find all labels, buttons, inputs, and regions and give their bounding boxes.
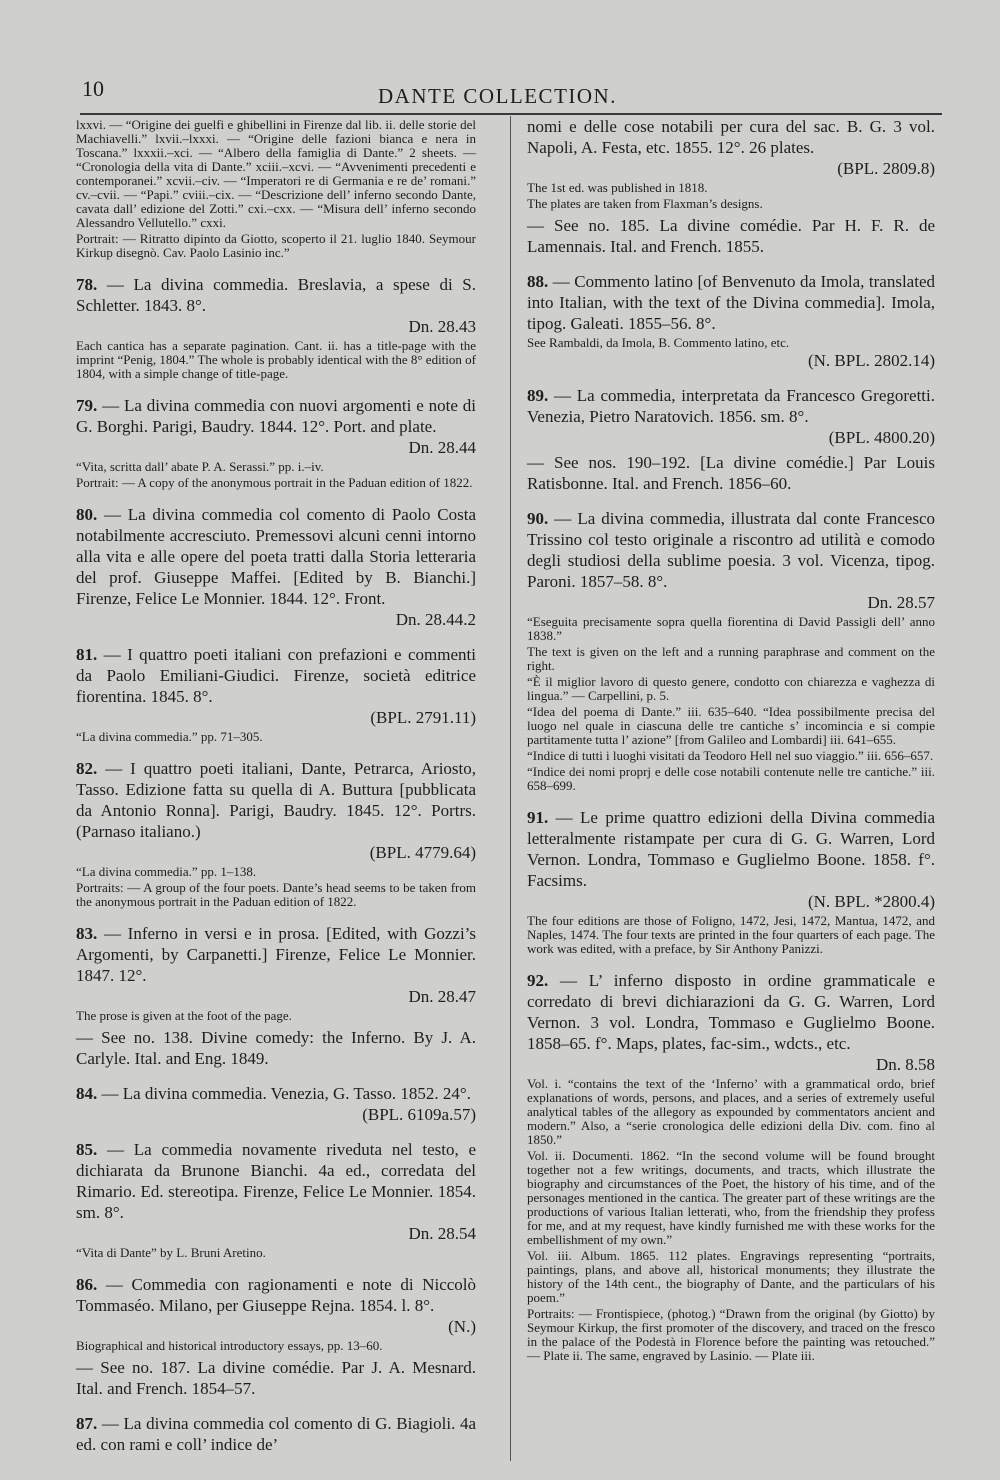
entry-number: 82. — [76, 759, 98, 778]
shelfmark: Dn. 28.43 — [408, 317, 476, 336]
shelfmark: Dn. 28.54 — [408, 1224, 476, 1243]
entry-number: 78. — [76, 275, 98, 294]
entry-note: Portrait: — A copy of the anonymous portrait in the Paduan edition of 1822. — [76, 475, 473, 490]
shelfmark: (N. BPL. 2802.14) — [807, 351, 935, 370]
shelfmark: (BPL. 6109a.57) — [362, 1105, 476, 1124]
entry-note: Vol. ii. Documenti. 1862. “In the second volume will be found brought together not a few writings, documents, and tracts, which illustrate the biography and circumstances of the Poet, the history of his time, and of the personages mentioned in the cantica. The greater part of these writings are the productions of various Italian letterati, who, from the friendship they profess for me, and at my request, have kindly furnished me with these works for the embellishment of my own.” — [527, 1148, 935, 1247]
shelfmark: (BPL. 4800.20) — [828, 428, 935, 447]
catalog-entry-89 — [527, 385, 935, 494]
entry-number: 81. — [76, 645, 98, 664]
entry-note: “Indice di tutti i luoghi visitati da Teodoro Hell nel suo viaggio.” iii. 656–657. — [527, 748, 934, 763]
entry-title: nomi e delle cose notabili per cura del sac. B. G. 3 vol. Napoli, A. Festa, etc. 1855. 12°. 26 plates. — [527, 117, 935, 157]
catalog-entry-85 — [76, 1139, 476, 1260]
entry-title: — La commedia novamente riveduta nel testo, e dichiarata da Brunone Bianchi. 4a ed., corredata del Rimario. Ed. stereotipa. Firenze, Felice Le Monnier. 1854. sm. 8°. — [76, 1140, 477, 1222]
entry-note: Portrait: — Ritratto dipinto da Giotto, scoperto il 21. luglio 1840. Seymour Kirkup disegnò. Cav. Paolo Lasinio inc.” — [76, 231, 476, 260]
entry-number: 89. — [527, 386, 549, 405]
catalog-entry-82 — [76, 758, 476, 909]
entry-number: 85. — [76, 1140, 98, 1159]
shelfmark: (BPL. 2809.8) — [837, 159, 935, 178]
entry-note: See Rambaldi, da Imola, B. Commento latino, etc. — [527, 335, 790, 350]
entry-title: — La commedia, interpretata da Francesco Gregoretti. Venezia, Pietro Naratovich. 1856. sm. 8°. — [527, 386, 936, 426]
catalog-entry-79 — [76, 395, 476, 490]
catalog-entry-91 — [527, 807, 935, 956]
entry-number: 84. — [76, 1084, 98, 1103]
entry-title: — I quattro poeti italiani con prefazioni e commenti da Paolo Emiliani-Giudici. Firenze, società editrice fiorentina. 1845. 8°. — [76, 645, 476, 706]
left-column — [76, 116, 476, 1469]
entry-title: — La divina commedia con nuovi argomenti e note di G. Borghi. Parigi, Baudry. 1844. 12°. Port. and plate. — [76, 396, 476, 436]
catalog-entry-90 — [527, 508, 935, 793]
entry-number: 91. — [527, 808, 549, 827]
entry-number: 86. — [76, 1275, 98, 1294]
catalog-entry-86 — [76, 1274, 476, 1399]
entry-title: — I quattro poeti italiani, Dante, Petrarca, Ariosto, Tasso. Edizione fatta su quella di A. Buttura [pubblicata da Antonio Ronna]. Parigi, Baudry. 1845. 12°. Portrs. (Parnaso italiano.) — [76, 759, 477, 841]
entry-note: The 1st ed. was published in 1818. — [527, 180, 708, 195]
entry-note: “Indice dei nomi proprj e delle cose notabili contenute nelle tre cantiche.” iii. 658–699. — [527, 764, 935, 793]
catalog-entry-78 — [76, 274, 476, 381]
shelfmark: (N. BPL. *2800.4) — [807, 892, 935, 911]
entry-note: The text is given on the left and a running paraphrase and comment on the right. — [527, 644, 935, 673]
shelfmark: Dn. 8.58 — [875, 1055, 935, 1074]
entry-number: 87. — [76, 1414, 98, 1433]
shelfmark: Dn. 28.44 — [408, 438, 476, 457]
entry-title: — Commento latino [of Benvenuto da Imola, translated into Italian, with the text of the Divina commedia]. Imola, tipog. Galeati. 1855–56. 8°. — [527, 272, 935, 333]
entry-title: — La divina commedia col comento di Paolo Costa notabilmente accresciuto. Premessovi alcuni cenni intorno alla vita e alle opere del poeta tratti dalla Storia letteraria del prof. Giuseppe Maffei. [Edited by B. Bianchi.] Firenze, Felice Le Monnier. 1844. 12°. Front. — [76, 505, 477, 608]
entry-note: “È il miglior lavoro di questo genere, condotto con chiarezza e vaghezza di lingua.” — Carpellini, p. 5. — [527, 674, 935, 703]
catalog-entry-88 — [527, 271, 935, 371]
entry-note: The plates are taken from Flaxman’s designs. — [527, 196, 763, 211]
header-rule — [80, 113, 942, 115]
shelfmark: Dn. 28.44.2 — [395, 610, 476, 629]
column-divider — [510, 116, 511, 1461]
catalog-entry-87-continued — [527, 116, 935, 257]
entry-note: Portraits: — A group of the four poets. Dante’s head seems to be taken from the anonymous portrait in the Paduan edition of 1822. — [76, 880, 476, 909]
cross-reference: — See no. 138. Divine comedy: the Inferno. By J. A. Carlyle. Ital. and Eng. 1849. — [76, 1028, 476, 1068]
catalog-entry-92 — [527, 970, 935, 1363]
entry-number: 92. — [527, 971, 549, 990]
shelfmark: (BPL. 2791.11) — [370, 708, 476, 727]
entry-note: Biographical and historical introductory essays, pp. 13–60. — [76, 1338, 383, 1353]
shelfmark: (BPL. 4779.64) — [369, 843, 476, 862]
catalog-entry-continued — [76, 118, 476, 260]
entry-number: 80. — [76, 505, 98, 524]
entry-note: Vol. iii. Album. 1865. 112 plates. Engravings representing “portraits, paintings, plans, and above all, historical monuments; they illustrate the history of the 14th cent., the biography of Dante, and the particulars of his poem.” — [527, 1248, 935, 1305]
entry-number: 79. — [76, 396, 98, 415]
entry-note: Vol. i. “contains the text of the ‘Inferno’ with a grammatical ordo, brief explanations of words, persons, and places, and a series of extremely useful analytical tables of the allegory as expounded by commentators ancient and modern.” Also, a “serie cronologica delle edizioni della Div. com. fino al 1850.” — [527, 1076, 935, 1147]
shelfmark: Dn. 28.47 — [408, 987, 476, 1006]
shelfmark: (N.) — [448, 1317, 476, 1336]
catalog-entry-84 — [76, 1083, 476, 1125]
shelfmark: Dn. 28.57 — [867, 593, 935, 612]
entry-number: 88. — [527, 272, 549, 291]
entry-note: lxxvi. — “Origine dei guelfi e ghibellini in Firenze dal lib. ii. delle storie del Machiavelli.” lxvii.–lxxxi. — “Origine delle fazioni bianca e nera in Toscana.” lxxxii.–xci. — “Albero della famiglia di Dante.” 2 sheets. — “Cronologia della vita di Dante.” xciii.–xcvi. — “Avvenimenti precedenti e contemporanei.” xcvii.–civ. — “Imperatori re di Germania e re de’ romani.” cv.–cvii. — “Papi.” cviii.–cix. — “Descrizione dell’ inferno secondo Dante, cavata dall’ edizione del Zotti.” cxi.–cxx. — “Misura dell’ inferno secondo Alessandro Vellutello.” cxxi. — [76, 117, 476, 230]
entry-title: — Commedia con ragionamenti e note di Niccolò Tommaséo. Milano, per Giuseppe Rejna. 1854. l. 8°. — [76, 1275, 477, 1315]
catalog-entry-83 — [76, 923, 476, 1069]
entry-note: Each cantica has a separate pagination. Cant. ii. has a title-page with the imprint “Penig, 1804.” The whole is probably identical with the 8° edition of 1804, with a simple change of title-page. — [76, 338, 476, 381]
entry-note: “La divina commedia.” pp. 71–305. — [76, 729, 263, 744]
entry-note: “Vita, scritta dall’ abate P. A. Serassi.” pp. i.–iv. — [76, 459, 324, 474]
cross-reference: — See no. 187. La divine comédie. Par J. A. Mesnard. Ital. and French. 1854–57. — [76, 1358, 476, 1398]
entry-note: “Vita di Dante” by L. Bruni Aretino. — [76, 1245, 266, 1260]
running-title: DANTE COLLECTION. — [378, 84, 617, 108]
entry-title: — La divina commedia, illustrata dal conte Francesco Trissino col testo originale a riscontro ad utilità e comodo degli studiosi della sublime poesia. 3 vol. Vicenza, tipog. Paroni. 1857–58. 8°. — [527, 509, 935, 591]
entry-title: — La divina commedia. Venezia, G. Tasso. 1852. 24°. — [101, 1084, 471, 1103]
entry-note: “Idea del poema di Dante.” iii. 635–640. “Idea possibilmente precisa del luogo nel quale in ciascuna delle tre cantiche s’ incomincia e si compie partitamente tutta l’ azione” [from Galileo and Lombardi] iii. 641–655. — [527, 704, 935, 747]
entry-title: — Le prime quattro edizioni della Divina commedia letteralmente ristampate per cura di G. G. Warren, Lord Vernon. Londra, Tommaso e Guglielmo Boone. 1858. f°. Facsims. — [527, 808, 936, 890]
entry-title: — L’ inferno disposto in ordine grammaticale e corredato di brevi dichiarazioni da G. G. Warren, Lord Vernon. 3 vol. Londra, Tommaso e Guglielmo Boone. 1858–65. f°. Maps, plates, fac-sim., wdcts., etc. — [527, 971, 936, 1053]
entry-title: — La divina commedia. Breslavia, a spese di S. Schletter. 1843. 8°. — [76, 275, 476, 315]
entry-note: “Eseguita precisamente sopra quella fiorentina di David Passigli dell’ anno 1838.” — [527, 614, 935, 643]
cross-reference: — See nos. 190–192. [La divine comédie.] Par Louis Ratisbonne. Ital. and French. 1856–60. — [527, 453, 935, 493]
catalog-entry-81 — [76, 644, 476, 744]
entry-number: 83. — [76, 924, 98, 943]
right-column — [527, 116, 935, 1377]
page-number: 10 — [82, 76, 104, 101]
entry-number: 90. — [527, 509, 549, 528]
entry-note: “La divina commedia.” pp. 1–138. — [76, 864, 257, 879]
entry-title: — Inferno in versi e in prosa. [Edited, with Gozzi’s Argomenti, by Carpanetti.] Firenze, Felice Le Monnier. 1847. 12°. — [76, 924, 477, 985]
entry-note: The prose is given at the foot of the page. — [76, 1008, 292, 1023]
catalog-entry-80 — [76, 504, 476, 630]
entry-title: — La divina commedia col comento di G. Biagioli. 4a ed. con rami e coll’ indice de’ — [76, 1414, 476, 1454]
entry-note: The four editions are those of Foligno, 1472, Jesi, 1472, Mantua, 1472, and Naples, 1474. The four texts are printed in the four quarters of each page. The work was edited, with a preface, by Sir Anthony Panizzi. — [527, 913, 935, 956]
entry-note: Portraits: — Frontispiece, (photog.) “Drawn from the original (by Giotto) by Seymour Kirkup, the first promoter of the discovery, and traced on the fresco in the palace of the Podestà in Florence before the painting was retouched.” — Plate ii. The same, engraved by Lasinio. — Plate iii. — [527, 1306, 935, 1363]
catalog-entry-87 — [76, 1413, 476, 1455]
cross-reference: — See no. 185. La divine comédie. Par H. F. R. de Lamennais. Ital. and French. 1855. — [527, 216, 935, 256]
